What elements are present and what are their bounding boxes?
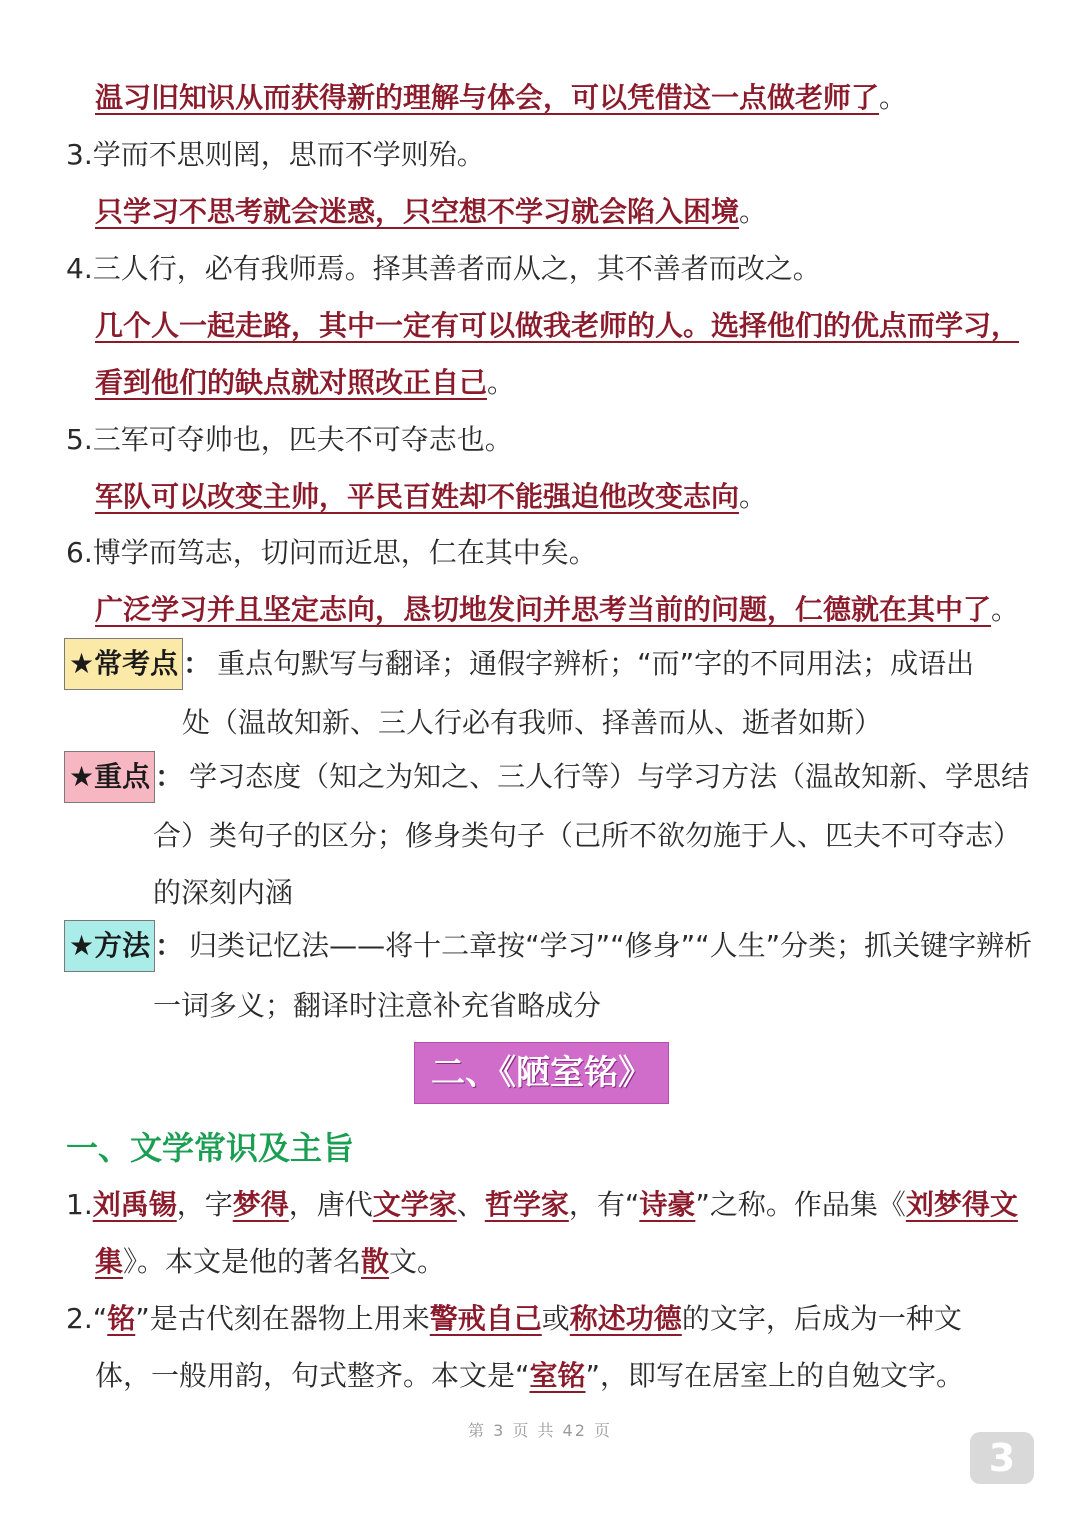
item-text: ”之称。作品集《 (695, 1188, 906, 1221)
translation-line-4b (95, 363, 515, 403)
item-text: 、 (456, 1188, 485, 1221)
page-number-badge: 3 (970, 1432, 1034, 1484)
frequent-points-text: 重点句默写与翻译；通假字辨析；“而”字的不同用法；成语出 (217, 647, 975, 680)
translation-text: 几个人一起走路，其中一定有可以做我老师的人。选择他们的优点而学习， (95, 309, 1020, 342)
key-term: 集 (95, 1245, 124, 1278)
frequent-points-tag: ★常考点 (64, 638, 183, 690)
key-term: 刘梦得文 (905, 1188, 1018, 1221)
item-text: 文。 (389, 1245, 446, 1278)
quote-line-3: 3.学而不思则罔，思而不学则殆。 (66, 138, 485, 171)
translation-line-1 (95, 78, 907, 118)
translation-line-3 (95, 192, 767, 232)
literature-item-2-cont (95, 1356, 964, 1396)
key-points-text: 学习态度（知之为知之、三人行等）与学习方法（温故知新、学思结 (189, 760, 1030, 793)
item-text: ，字 (176, 1188, 233, 1221)
key-term: 称述功德 (569, 1302, 682, 1335)
literature-item-1-cont (95, 1242, 445, 1282)
method-text: 归类记忆法——将十二章按“学习”“修身”“人生”分类；抓关键字辨析 (189, 929, 1033, 962)
punctuation: 。 (879, 81, 908, 114)
tag-colon: ： (155, 760, 184, 793)
key-term: 铭 (107, 1302, 136, 1335)
method-tag: ★方法 (64, 920, 155, 972)
method-row (64, 920, 1032, 972)
key-points-row (64, 751, 1029, 803)
item-text: ”是古代刻在器物上用来 (135, 1302, 430, 1335)
item-text: 体，一般用韵，句式整齐。本文是“ (95, 1359, 530, 1392)
quote-line-4: 4.三人行，必有我师焉。择其善者而从之，其不善者而改之。 (66, 252, 821, 285)
item-text: ”，即写在居室上的自勉文字。 (585, 1359, 965, 1392)
key-points-tag: ★重点 (64, 751, 155, 803)
key-term: 梦得 (232, 1188, 289, 1221)
translation-line-4a (95, 306, 1019, 346)
frequent-points-row (64, 638, 974, 690)
frequent-points-cont: 处（温故知新、三人行必有我师、择善而从、逝者如斯） (182, 706, 883, 739)
punctuation: 。 (739, 480, 768, 513)
item-text: ，唐代 (288, 1188, 373, 1221)
subsection-heading: 一、文学常识及主旨 (66, 1129, 355, 1167)
literature-item-1 (66, 1185, 1018, 1225)
translation-line-6 (95, 590, 1019, 630)
item-text: 的文字，后成为一种文 (681, 1302, 962, 1335)
section-title: 二、《陋室铭》 (414, 1042, 669, 1104)
key-term: 哲学家 (484, 1188, 569, 1221)
translation-text: 广泛学习并且坚定志向，恳切地发问并思考当前的问题，仁德就在其中了 (95, 593, 992, 626)
key-term: 警戒自己 (429, 1302, 542, 1335)
literature-item-2 (66, 1299, 962, 1339)
key-term: 文学家 (372, 1188, 457, 1221)
tag-colon: ： (183, 647, 212, 680)
translation-text: 看到他们的缺点就对照改正自己 (95, 366, 488, 399)
key-points-cont-1: 合）类句子的区分；修身类句子（己所不欲勿施于人、匹夫不可夺志） (153, 819, 1022, 852)
translation-text: 温习旧知识从而获得新的理解与体会，可以凭借这一点做老师了 (95, 81, 880, 114)
key-points-cont-2: 的深刻内涵 (153, 876, 294, 909)
quote-line-5: 5.三军可夺帅也，匹夫不可夺志也。 (66, 423, 513, 456)
quote-line-6: 6.博学而笃志，切问而近思，仁在其中矣。 (66, 536, 597, 569)
tag-colon: ： (155, 929, 184, 962)
translation-line-5 (95, 477, 767, 517)
page-footer: 第 3 页 共 42 页 (468, 1421, 612, 1440)
item-text: 》。本文是他的著名 (123, 1245, 362, 1278)
key-term: 散 (361, 1245, 390, 1278)
item-text: 2.“ (66, 1302, 108, 1335)
item-text: 或 (541, 1302, 570, 1335)
key-term: 刘禹锡 (92, 1188, 177, 1221)
translation-text: 只学习不思考就会迷惑，只空想不学习就会陷入困境 (95, 195, 740, 228)
method-cont: 一词多义；翻译时注意补充省略成分 (153, 989, 602, 1022)
item-number: 1. (66, 1188, 93, 1221)
key-term: 室铭 (529, 1359, 586, 1392)
item-text: ，有“ (568, 1188, 640, 1221)
punctuation: 。 (739, 195, 768, 228)
punctuation: 。 (487, 366, 516, 399)
punctuation: 。 (991, 593, 1020, 626)
translation-text: 军队可以改变主帅，平民百姓却不能强迫他改变志向 (95, 480, 740, 513)
key-term: 诗豪 (639, 1188, 696, 1221)
